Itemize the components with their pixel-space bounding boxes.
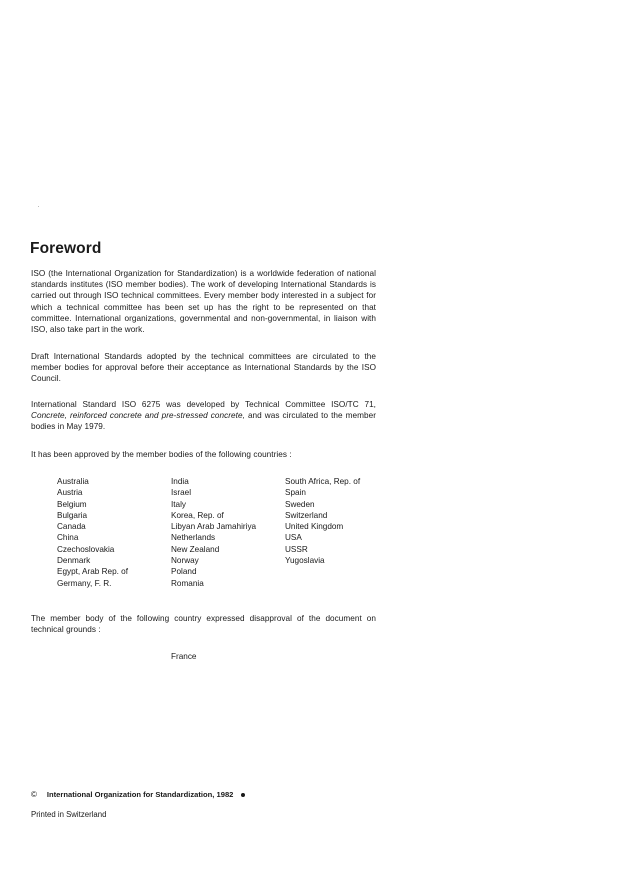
country-item: USSR bbox=[285, 544, 308, 554]
country-item: South Africa, Rep. of bbox=[285, 477, 361, 486]
copyright-symbol: © bbox=[31, 790, 37, 799]
paragraph-disapproval: The member body of the following country expressed disapproval of the document on technical grounds : bbox=[31, 614, 376, 635]
country-item: Egypt, Arab Rep. of bbox=[57, 567, 129, 577]
copyright-line bbox=[31, 790, 245, 799]
country-item: Austria bbox=[57, 488, 83, 498]
origin-text-start: International Standard ISO 6275 was developed by Technical Committee ISO/TC 71, bbox=[31, 400, 376, 409]
country-item: Yugoslavia bbox=[285, 556, 325, 566]
paragraph-approval: It has been approved by the member bodies of the following countries : bbox=[31, 450, 292, 459]
country-item: Poland bbox=[171, 567, 197, 577]
country-item: Australia bbox=[57, 477, 89, 486]
country-item: India bbox=[171, 477, 189, 486]
country-item: Norway bbox=[171, 556, 199, 566]
paragraph-iso-intro: ISO (the International Organization for Standardization) is a worldwide federation of national standards institutes (ISO member bodies). The work of developing International Standards is carried out through ISO technical committees. Every member body interested in a subject for which a technical committee has been set up has the right to be represented on that committee. International organizations, governmental and non-governmental, in liaison with ISO, also take part in the work. bbox=[31, 269, 376, 335]
country-item: New Zealand bbox=[171, 544, 220, 554]
copyright-text: International Organization for Standardization, 1982 bbox=[46, 790, 234, 799]
country-item: USA bbox=[285, 533, 302, 543]
country-item: Germany, F. R. bbox=[57, 578, 112, 588]
country-item: Israel bbox=[171, 488, 192, 498]
approving-countries bbox=[57, 476, 405, 589]
country-item: Bulgaria bbox=[57, 510, 88, 520]
country-item: Spain bbox=[285, 488, 306, 498]
countries-column-1 bbox=[57, 476, 171, 589]
committee-title: Concrete, reinforced concrete and pre-stressed concrete, bbox=[31, 411, 245, 421]
country-item: Sweden bbox=[285, 499, 315, 509]
country-item: China bbox=[57, 533, 79, 543]
country-item: Netherlands bbox=[171, 533, 216, 543]
country-item: Czechoslovakia bbox=[57, 544, 115, 554]
country-item: Denmark bbox=[57, 556, 91, 566]
country-item: Canada bbox=[57, 522, 86, 532]
disapproving-country: France bbox=[171, 652, 197, 661]
paragraph-draft-standards: Draft International Standards adopted by the technical committees are circulated to the member bodies for approval before their acceptance as International Standards by the ISO Council. bbox=[31, 352, 376, 384]
page-title: Foreword bbox=[30, 240, 102, 257]
country-item: Belgium bbox=[57, 499, 87, 509]
country-item: Libyan Arab Jamahiriya bbox=[171, 522, 257, 532]
country-item: United Kingdom bbox=[285, 522, 344, 532]
country-item: Korea, Rep. of bbox=[171, 510, 224, 520]
scan-speck bbox=[38, 206, 39, 207]
paragraph-standard-origin bbox=[31, 399, 376, 433]
origin-text-end: and was circulated to the member bodies in May 1979. bbox=[31, 411, 376, 432]
bullet-dot-icon bbox=[241, 793, 245, 797]
country-item: Italy bbox=[171, 499, 187, 509]
country-item: Romania bbox=[171, 578, 204, 588]
countries-column-3 bbox=[285, 476, 405, 589]
country-item: Switzerland bbox=[285, 510, 328, 520]
countries-column-2 bbox=[171, 476, 285, 589]
printed-in: Printed in Switzerland bbox=[31, 810, 107, 819]
